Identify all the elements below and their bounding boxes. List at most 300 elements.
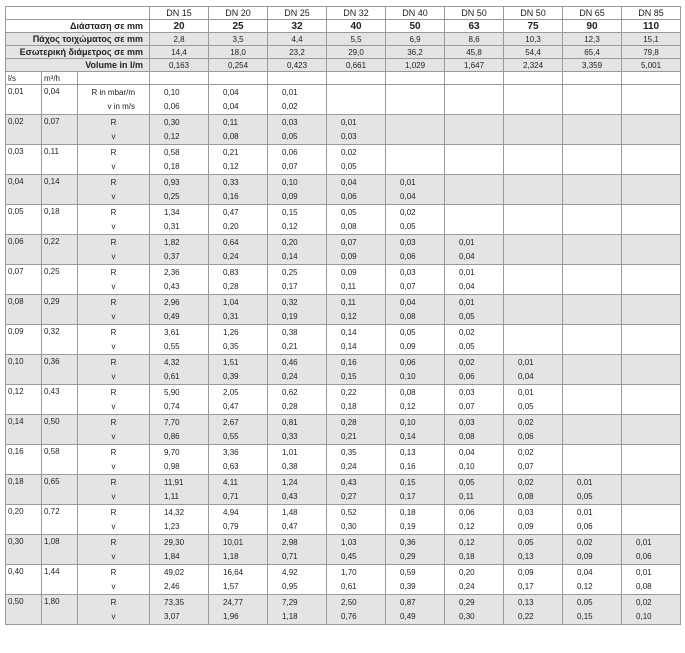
v-value: 0,49 xyxy=(150,309,209,325)
v-label: v xyxy=(78,579,150,595)
v-value: 0,21 xyxy=(327,429,386,445)
flow-row xyxy=(6,475,681,490)
r-value: 0,10 xyxy=(268,175,327,190)
v-value: 0,61 xyxy=(327,579,386,595)
v-value: 0,17 xyxy=(504,579,563,595)
r-value: 0,59 xyxy=(386,565,445,580)
dimension-value: 20 xyxy=(150,20,209,33)
v-label: v xyxy=(78,129,150,145)
r-value: 0,01 xyxy=(563,505,622,520)
wall-thickness-value: 8,6 xyxy=(445,33,504,46)
flow-row-velocity xyxy=(6,159,681,175)
r-value: 10,01 xyxy=(209,535,268,550)
v-value: 0,06 xyxy=(150,99,209,115)
wall-thickness-value: 3,5 xyxy=(209,33,268,46)
flow-row xyxy=(6,235,681,250)
v-value: 1,96 xyxy=(209,609,268,625)
flow-m3h-blank xyxy=(42,189,78,205)
v-value: 0,08 xyxy=(445,429,504,445)
r-value: 9,70 xyxy=(150,445,209,460)
flow-row-velocity xyxy=(6,369,681,385)
v-value: 0,20 xyxy=(209,219,268,235)
v-value: 0,07 xyxy=(445,399,504,415)
v-value: 0,28 xyxy=(209,279,268,295)
v-value: 0,61 xyxy=(150,369,209,385)
v-value xyxy=(622,489,681,505)
volume-value: 1,647 xyxy=(445,59,504,72)
v-value: 0,35 xyxy=(209,339,268,355)
v-value: 3,07 xyxy=(150,609,209,625)
r-value xyxy=(327,85,386,100)
v-value xyxy=(563,129,622,145)
r-value: 0,05 xyxy=(445,475,504,490)
flow-ls: 0,14 xyxy=(6,415,42,430)
v-value: 0,18 xyxy=(445,549,504,565)
r-value xyxy=(622,115,681,130)
v-value xyxy=(445,159,504,175)
r-value xyxy=(563,325,622,340)
inner-diameter-value: 45,8 xyxy=(445,46,504,59)
r-value: 0,58 xyxy=(150,145,209,160)
v-value: 0,12 xyxy=(563,579,622,595)
dn-label: DN 15 xyxy=(150,7,209,20)
dimension-value: 63 xyxy=(445,20,504,33)
flow-row-velocity xyxy=(6,99,681,115)
flow-ls-blank xyxy=(6,159,42,175)
dimension-label: Διάσταση σε mm xyxy=(6,20,150,33)
r-value: 0,02 xyxy=(327,145,386,160)
r-value: 0,04 xyxy=(327,175,386,190)
flow-row xyxy=(6,265,681,280)
v-value xyxy=(563,399,622,415)
flow-row xyxy=(6,85,681,100)
r-value: 0,81 xyxy=(268,415,327,430)
v-value: 1,23 xyxy=(150,519,209,535)
v-value xyxy=(445,189,504,205)
r-value: 0,13 xyxy=(386,445,445,460)
r-value xyxy=(445,145,504,160)
r-value: 0,01 xyxy=(622,535,681,550)
r-value: 1,51 xyxy=(209,355,268,370)
v-value: 0,39 xyxy=(209,369,268,385)
flow-m3h-blank xyxy=(42,489,78,505)
r-value: 0,10 xyxy=(150,85,209,100)
v-value: 0,43 xyxy=(268,489,327,505)
inner-diameter-value: 36,2 xyxy=(386,46,445,59)
r-value xyxy=(504,295,563,310)
v-value: 0,06 xyxy=(504,429,563,445)
r-value xyxy=(563,115,622,130)
r-value xyxy=(563,265,622,280)
v-value: 0,07 xyxy=(268,159,327,175)
v-value: 0,05 xyxy=(504,399,563,415)
v-value xyxy=(504,99,563,115)
r-label: R xyxy=(78,475,150,490)
v-value: 0,05 xyxy=(386,219,445,235)
flow-ls: 0,06 xyxy=(6,235,42,250)
r-value: 0,38 xyxy=(268,325,327,340)
flow-m3h: 0,32 xyxy=(42,325,78,340)
inner-diameter-row xyxy=(6,46,681,59)
flow-m3h-blank xyxy=(42,519,78,535)
flow-m3h: 0,22 xyxy=(42,235,78,250)
dn-label: DN 40 xyxy=(386,7,445,20)
flow-ls: 0,30 xyxy=(6,535,42,550)
flow-row xyxy=(6,415,681,430)
r-value: 0,25 xyxy=(268,265,327,280)
r-label: R xyxy=(78,565,150,580)
v-value: 0,16 xyxy=(209,189,268,205)
flow-row-velocity xyxy=(6,579,681,595)
r-value: 0,03 xyxy=(268,115,327,130)
v-value: 0,47 xyxy=(268,519,327,535)
r-value xyxy=(622,175,681,190)
flow-ls-blank xyxy=(6,309,42,325)
v-value: 0,16 xyxy=(386,459,445,475)
dn-label: DN 50 xyxy=(445,7,504,20)
v-value: 0,19 xyxy=(268,309,327,325)
v-value: 0,74 xyxy=(150,399,209,415)
volume-row xyxy=(6,59,681,72)
r-value: 11,91 xyxy=(150,475,209,490)
v-value: 1,84 xyxy=(150,549,209,565)
r-value: 5,90 xyxy=(150,385,209,400)
v-value: 0,08 xyxy=(327,219,386,235)
v-value: 0,05 xyxy=(268,129,327,145)
flow-row-velocity xyxy=(6,189,681,205)
v-value xyxy=(622,429,681,445)
wall-thickness-value: 5,5 xyxy=(327,33,386,46)
v-label: v xyxy=(78,369,150,385)
r-value: 0,05 xyxy=(504,535,563,550)
r-value: 0,04 xyxy=(445,445,504,460)
r-value: 0,02 xyxy=(445,325,504,340)
v-value xyxy=(327,99,386,115)
r-value: 0,04 xyxy=(563,565,622,580)
flow-ls-blank xyxy=(6,369,42,385)
v-value: 0,10 xyxy=(386,369,445,385)
v-value xyxy=(563,339,622,355)
wall-thickness-value: 12,3 xyxy=(563,33,622,46)
v-value xyxy=(445,99,504,115)
flow-ls-blank xyxy=(6,339,42,355)
v-label: v xyxy=(78,429,150,445)
r-value xyxy=(622,505,681,520)
r-value xyxy=(622,445,681,460)
r-label: R xyxy=(78,145,150,160)
flow-m3h-blank xyxy=(42,219,78,235)
r-value: 0,05 xyxy=(386,325,445,340)
r-value xyxy=(504,85,563,100)
r-value: 49,02 xyxy=(150,565,209,580)
v-label: v xyxy=(78,399,150,415)
flow-ls: 0,12 xyxy=(6,385,42,400)
v-value: 0,09 xyxy=(504,519,563,535)
flow-m3h: 1,44 xyxy=(42,565,78,580)
flow-row-velocity xyxy=(6,219,681,235)
v-label: v xyxy=(78,159,150,175)
r-value: 0,06 xyxy=(445,505,504,520)
flow-ls-blank xyxy=(6,489,42,505)
r-value xyxy=(504,115,563,130)
v-label: v xyxy=(78,609,150,625)
v-value: 0,33 xyxy=(268,429,327,445)
v-value: 0,79 xyxy=(209,519,268,535)
v-value xyxy=(445,219,504,235)
r-value: 0,01 xyxy=(445,235,504,250)
v-value: 0,09 xyxy=(386,339,445,355)
r-value: 2,36 xyxy=(150,265,209,280)
r-value: 0,20 xyxy=(268,235,327,250)
r-value xyxy=(504,235,563,250)
flow-ls-blank xyxy=(6,519,42,535)
r-value xyxy=(563,235,622,250)
r-value xyxy=(622,85,681,100)
flow-ls: 0,05 xyxy=(6,205,42,220)
v-label: v xyxy=(78,549,150,565)
v-value: 0,30 xyxy=(327,519,386,535)
flow-m3h: 0,25 xyxy=(42,265,78,280)
v-value xyxy=(622,339,681,355)
flow-ls-blank xyxy=(6,399,42,415)
r-value: 0,15 xyxy=(386,475,445,490)
r-value xyxy=(504,265,563,280)
dn-label: DN 25 xyxy=(268,7,327,20)
flow-m3h: 0,72 xyxy=(42,505,78,520)
dimension-value: 50 xyxy=(386,20,445,33)
r-value: 0,03 xyxy=(445,385,504,400)
r-value: 0,07 xyxy=(327,235,386,250)
v-value: 0,55 xyxy=(209,429,268,445)
v-value: 0,38 xyxy=(268,459,327,475)
v-value: 0,86 xyxy=(150,429,209,445)
v-value: 0,17 xyxy=(386,489,445,505)
v-value: 0,27 xyxy=(327,489,386,505)
r-value: 4,11 xyxy=(209,475,268,490)
r-value: 0,12 xyxy=(445,535,504,550)
r-label: R xyxy=(78,325,150,340)
r-value xyxy=(563,145,622,160)
v-value: 0,14 xyxy=(327,339,386,355)
flow-row-velocity xyxy=(6,549,681,565)
dn-label: DN 32 xyxy=(327,7,386,20)
flow-ls-blank xyxy=(6,579,42,595)
flow-m3h: 0,18 xyxy=(42,205,78,220)
v-value: 0,49 xyxy=(386,609,445,625)
dn-header-blank xyxy=(6,7,150,20)
flow-row xyxy=(6,535,681,550)
v-value: 0,04 xyxy=(209,99,268,115)
r-value: 3,36 xyxy=(209,445,268,460)
pipe-pressure-loss-table xyxy=(5,6,681,625)
v-value: 0,04 xyxy=(445,249,504,265)
flow-row xyxy=(6,595,681,610)
v-value: 0,06 xyxy=(445,369,504,385)
flow-m3h-blank xyxy=(42,579,78,595)
flow-row xyxy=(6,505,681,520)
flow-m3h: 1,08 xyxy=(42,535,78,550)
v-value: 0,18 xyxy=(150,159,209,175)
r-value: 0,83 xyxy=(209,265,268,280)
flow-row xyxy=(6,325,681,340)
r-value: 0,29 xyxy=(445,595,504,610)
v-value: 0,31 xyxy=(209,309,268,325)
flow-row xyxy=(6,145,681,160)
v-value: 0,05 xyxy=(563,489,622,505)
r-value xyxy=(563,85,622,100)
r-value: 0,32 xyxy=(268,295,327,310)
flow-row-velocity xyxy=(6,489,681,505)
v-value: 0,12 xyxy=(209,159,268,175)
flow-m3h-blank xyxy=(42,459,78,475)
v-value xyxy=(504,129,563,145)
v-value xyxy=(622,99,681,115)
r-value xyxy=(622,475,681,490)
r-value xyxy=(622,385,681,400)
flow-row-velocity xyxy=(6,519,681,535)
flow-m3h-blank xyxy=(42,399,78,415)
v-value: 0,07 xyxy=(504,459,563,475)
r-label: R xyxy=(78,445,150,460)
v-value: 0,12 xyxy=(268,219,327,235)
r-value: 0,22 xyxy=(327,385,386,400)
v-value: 0,10 xyxy=(622,609,681,625)
flow-ls: 0,01 xyxy=(6,85,42,100)
r-value: 0,15 xyxy=(268,205,327,220)
r-value: 0,18 xyxy=(386,505,445,520)
flow-m3h: 0,04 xyxy=(42,85,78,100)
r-value xyxy=(563,445,622,460)
flow-m3h-blank xyxy=(42,309,78,325)
flow-m3h: 1,80 xyxy=(42,595,78,610)
flow-row-velocity xyxy=(6,129,681,145)
r-value xyxy=(386,115,445,130)
v-value: 0,28 xyxy=(268,399,327,415)
r-value xyxy=(622,355,681,370)
dimension-value: 90 xyxy=(563,20,622,33)
dimension-value: 75 xyxy=(504,20,563,33)
r-value xyxy=(504,145,563,160)
inner-diameter-label: Εσωτερική διάμετρος σε mm xyxy=(6,46,150,59)
v-value xyxy=(563,369,622,385)
flow-ls: 0,04 xyxy=(6,175,42,190)
flow-row xyxy=(6,205,681,220)
r-value xyxy=(563,295,622,310)
v-value: 0,39 xyxy=(386,579,445,595)
flow-ls: 0,20 xyxy=(6,505,42,520)
r-value: 0,11 xyxy=(327,295,386,310)
v-label: v xyxy=(78,279,150,295)
r-value: 0,01 xyxy=(445,265,504,280)
r-value xyxy=(504,175,563,190)
r-value: 2,98 xyxy=(268,535,327,550)
r-value: 4,32 xyxy=(150,355,209,370)
unit-m3h-label: m³/h xyxy=(42,72,78,85)
r-value: 0,03 xyxy=(386,235,445,250)
r-label: R xyxy=(78,175,150,190)
dimension-value: 32 xyxy=(268,20,327,33)
v-value xyxy=(504,159,563,175)
flow-m3h: 0,29 xyxy=(42,295,78,310)
v-value: 0,05 xyxy=(327,159,386,175)
r-label: R xyxy=(78,535,150,550)
volume-value: 2,324 xyxy=(504,59,563,72)
r-value: 1,82 xyxy=(150,235,209,250)
r-label: R xyxy=(78,355,150,370)
flow-ls-blank xyxy=(6,219,42,235)
v-value: 0,47 xyxy=(209,399,268,415)
v-value xyxy=(563,279,622,295)
v-value: 0,71 xyxy=(209,489,268,505)
r-label: R xyxy=(78,235,150,250)
v-value xyxy=(563,159,622,175)
v-value: 0,37 xyxy=(150,249,209,265)
flow-row-velocity xyxy=(6,279,681,295)
flow-m3h: 0,07 xyxy=(42,115,78,130)
flow-ls-blank xyxy=(6,549,42,565)
v-value: 0,05 xyxy=(445,339,504,355)
flow-ls: 0,07 xyxy=(6,265,42,280)
r-value: 0,62 xyxy=(268,385,327,400)
v-value xyxy=(563,249,622,265)
flow-ls: 0,40 xyxy=(6,565,42,580)
r-value: 0,30 xyxy=(150,115,209,130)
r-value: 0,01 xyxy=(327,115,386,130)
v-value xyxy=(504,249,563,265)
v-value: 0,71 xyxy=(268,549,327,565)
r-value: 0,93 xyxy=(150,175,209,190)
flow-row-velocity xyxy=(6,399,681,415)
dn-label: DN 20 xyxy=(209,7,268,20)
v-value: 0,12 xyxy=(327,309,386,325)
volume-value: 3,359 xyxy=(563,59,622,72)
flow-ls-blank xyxy=(6,189,42,205)
r-value xyxy=(445,205,504,220)
wall-thickness-label: Πάχος τοιχώματος σε mm xyxy=(6,33,150,46)
flow-m3h-blank xyxy=(42,279,78,295)
dimension-value: 25 xyxy=(209,20,268,33)
r-value: 14,32 xyxy=(150,505,209,520)
v-value: 0,24 xyxy=(268,369,327,385)
flow-ls-blank xyxy=(6,609,42,625)
r-value: 0,02 xyxy=(504,445,563,460)
dn-label: DN 65 xyxy=(563,7,622,20)
v-label: v xyxy=(78,519,150,535)
inner-diameter-value: 18,0 xyxy=(209,46,268,59)
r-value: 0,21 xyxy=(209,145,268,160)
flow-row xyxy=(6,385,681,400)
r-value xyxy=(504,205,563,220)
v-value: 0,30 xyxy=(445,609,504,625)
flow-ls-blank xyxy=(6,249,42,265)
volume-value: 0,163 xyxy=(150,59,209,72)
flow-row-velocity xyxy=(6,459,681,475)
v-value xyxy=(445,129,504,145)
v-label: v xyxy=(78,309,150,325)
v-value: 0,24 xyxy=(327,459,386,475)
r-value: 0,09 xyxy=(327,265,386,280)
r-label: R xyxy=(78,205,150,220)
v-value: 0,45 xyxy=(327,549,386,565)
wall-thickness-value: 2,8 xyxy=(150,33,209,46)
v-value xyxy=(622,129,681,145)
r-value xyxy=(563,205,622,220)
v-value: 0,18 xyxy=(327,399,386,415)
v-value xyxy=(563,219,622,235)
r-label: R xyxy=(78,265,150,280)
flow-ls: 0,16 xyxy=(6,445,42,460)
r-label: R xyxy=(78,115,150,130)
